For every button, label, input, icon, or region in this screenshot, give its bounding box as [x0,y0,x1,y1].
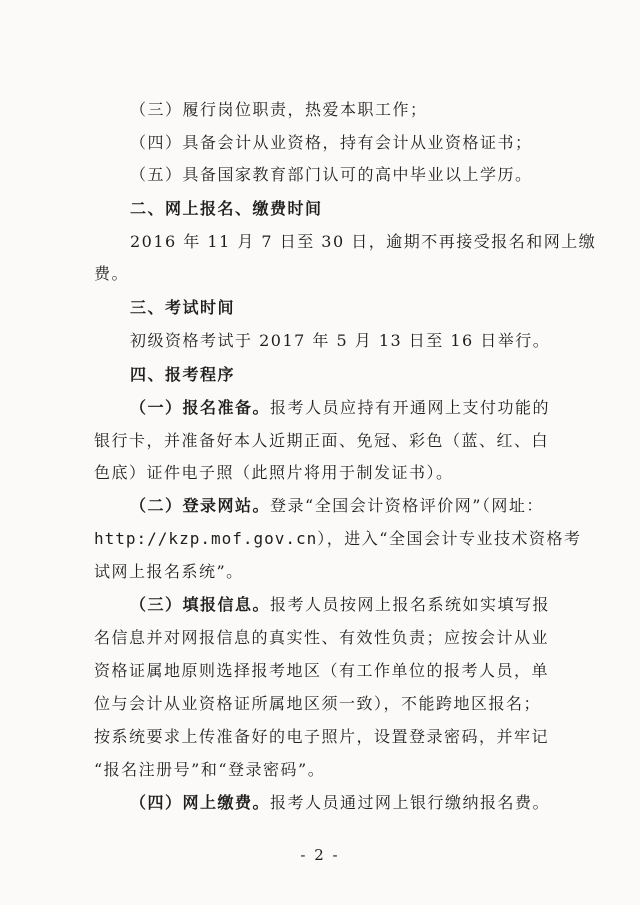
step-three-label: （三）填报信息。 [130,595,271,614]
section-two-body-2: 费。 [94,264,130,283]
item-label: （五） [130,165,183,184]
step-two-text: 登录“全国会计资格评价网”（网址： [270,496,544,515]
step-three-line-1 [0,593,640,617]
step-three-line-6: “报名注册号”和“登录密码”。 [94,760,326,779]
section-three-title: 三、考试时间 [130,298,236,317]
section-three-body: 初级资格考试于 2017 年 5 月 13 日至 16 日举行。 [130,331,551,350]
step-two-label: （二）登录网站。 [130,496,271,515]
section-two-body-1: 2016 年 11 月 7 日至 30 日，逾期不再接受报名和网上缴 [130,232,597,251]
step-three-line-3: 资格证属地原则选择报考地区（有工作单位的报考人员，单 [94,661,550,680]
step-one-text: 报考人员应持有开通网上支付功能的 [270,398,551,417]
step-three-line-5: 按系统要求上传准备好的电子照片，设置登录密码，并牢记 [94,727,550,746]
step-two-text-cont: ），进入“全国会计专业技术资格考 [317,529,582,548]
item-label: （四） [130,133,183,152]
website-url: http://kzp.mof.gov.cn [94,529,318,548]
item-text: 具备国家教育部门认可的高中毕业以上学历。 [182,165,533,184]
page-number: - 2 - [300,846,340,864]
item-text: 履行岗位职责，热爱本职工作； [182,100,428,119]
step-two-line-1 [0,494,640,518]
step-one-line-1 [0,396,640,420]
step-three-line-4: 位与会计从业资格证所属地区须一致），不能跨地区报名； [94,694,542,713]
step-four-label: （四）网上缴费。 [130,793,271,812]
step-one-label: （一）报名准备。 [130,398,271,417]
step-one-line-2: 银行卡，并准备好本人近期正面、免冠、彩色（蓝、红、白 [94,431,550,450]
step-two-line-3: 试网上报名系统”。 [94,562,244,581]
item-label: （三） [130,100,183,119]
step-four-text: 报考人员通过网上银行缴纳报名费。 [270,793,551,812]
step-four-line-1 [0,791,640,815]
step-two-line-2 [0,527,640,551]
step-three-text: 报考人员按网上报名系统如实填写报 [270,595,551,614]
item-five [0,163,640,187]
item-text: 具备会计从业资格，持有会计从业资格证书； [182,133,533,152]
step-one-line-3: 色底）证件电子照（此照片将用于制发证书）。 [94,463,454,482]
item-three [0,98,640,122]
item-four [0,131,640,155]
section-two-title: 二、网上报名、缴费时间 [130,199,323,218]
section-four-title: 四、报考程序 [130,365,236,384]
step-three-line-2: 名信息并对网报信息的真实性、有效性负责；应按会计从业 [94,628,550,647]
